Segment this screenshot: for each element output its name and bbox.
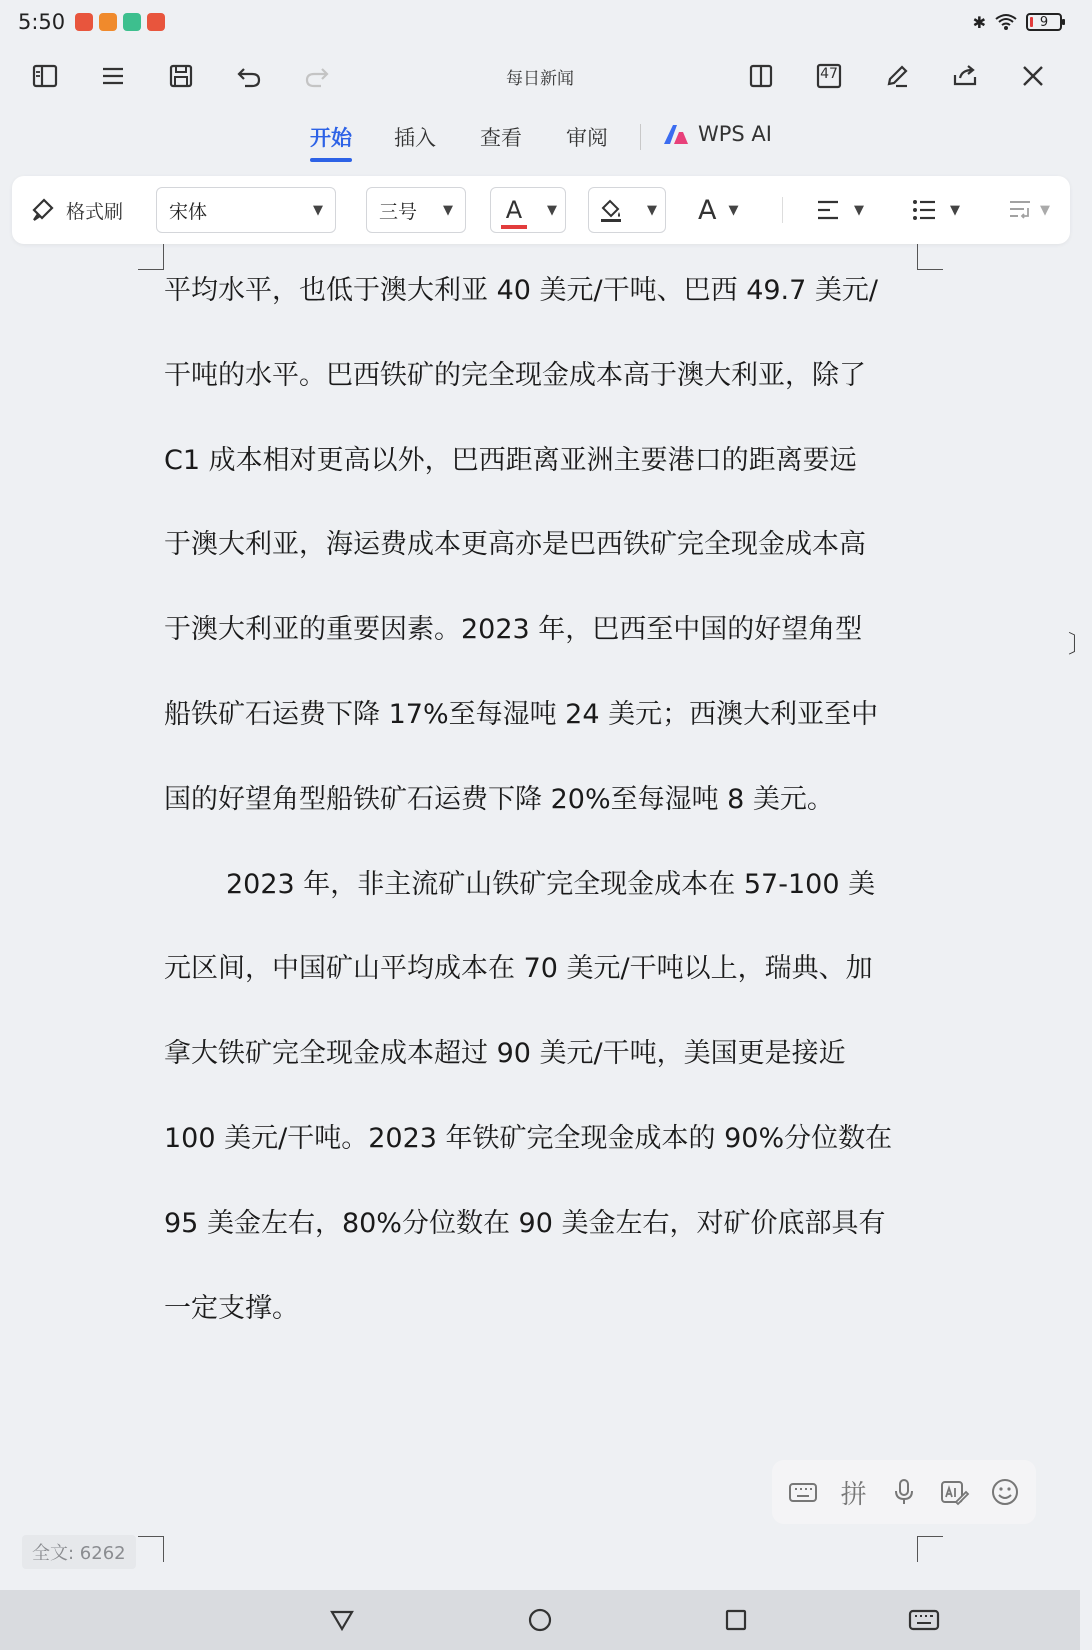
list-button[interactable] — [910, 187, 960, 233]
align-left-icon — [814, 196, 842, 224]
square-recents-icon — [721, 1605, 751, 1635]
paragraph-spacing-button[interactable] — [1006, 187, 1050, 233]
tab-home[interactable]: 开始 — [310, 122, 352, 152]
chevron-down-icon: ▼ — [647, 202, 657, 218]
close-icon[interactable] — [1010, 53, 1056, 99]
circle-home-icon — [525, 1605, 555, 1635]
notification-icon — [99, 13, 117, 31]
text-line: 元区间，中国矿山平均成本在 70 美元/干吨以上，瑞典、加 — [164, 953, 873, 985]
emoji-icon[interactable] — [983, 1470, 1027, 1514]
text-line: 国的好望角型船铁矿石运费下降 20%至每湿吨 8 美元。 — [164, 783, 834, 815]
fill-color-button[interactable] — [588, 187, 666, 233]
text-line: C1 成本相对更高以外，巴西距离亚洲主要港口的距离要远 — [164, 444, 857, 476]
undo-icon[interactable] — [226, 53, 272, 99]
font-name-value: 宋体 — [169, 200, 208, 223]
menu-icon[interactable] — [90, 53, 136, 99]
triangle-back-icon — [327, 1605, 357, 1635]
wps-ai-icon — [662, 122, 690, 146]
battery-icon — [1026, 13, 1062, 31]
font-style-icon: A — [698, 194, 717, 226]
text-line: 平均水平，也低于澳大利亚 40 美元/干吨、巴西 49.7 美元/ — [164, 275, 878, 306]
tab-wps-ai-label: WPS AI — [698, 122, 772, 146]
font-size-dropdown[interactable] — [366, 187, 466, 233]
chevron-down-icon: ▼ — [854, 202, 864, 218]
tab-view[interactable]: 查看 — [480, 126, 522, 150]
keyboard-icon — [908, 1605, 940, 1635]
ai-writing-icon[interactable] — [932, 1470, 976, 1514]
title-bar — [0, 50, 1080, 102]
font-color-icon: A — [499, 197, 529, 223]
text-line: 100 美元/干吨。2023 年铁矿完全现金成本的 90%分位数在 — [164, 1122, 893, 1154]
battery-level: 9 — [1039, 14, 1049, 30]
edit-pen-icon[interactable] — [874, 53, 920, 99]
page-corner-top-left — [138, 244, 164, 270]
document-title: 每日新闻 — [506, 69, 574, 89]
status-bar — [0, 0, 1080, 44]
format-toolbar — [12, 176, 1070, 244]
text-line: 95 美金左右，80%分位数在 90 美金左右，对矿价底部具有 — [164, 1207, 886, 1239]
chevron-down-icon: ▼ — [443, 202, 453, 218]
save-icon[interactable] — [158, 53, 204, 99]
fill-color-wrap — [588, 187, 666, 233]
font-color-button[interactable] — [490, 187, 566, 233]
tab-insert[interactable]: 插入 — [394, 126, 436, 150]
page-corner-top-right — [917, 244, 943, 270]
bluetooth-icon: ✱ — [972, 12, 986, 32]
tab-review[interactable]: 审阅 — [566, 126, 608, 150]
ime-toolbar — [772, 1460, 1036, 1524]
keyboard-toggle-button[interactable] — [900, 1602, 948, 1638]
paint-bucket-icon — [597, 196, 625, 224]
system-nav-bar — [0, 1590, 1080, 1650]
chevron-down-icon: ▼ — [547, 202, 557, 218]
toolbar-separator — [782, 197, 783, 223]
redo-icon[interactable] — [294, 53, 340, 99]
chevron-down-icon: ▼ — [313, 202, 323, 218]
font-name-dropdown[interactable] — [156, 187, 336, 233]
format-brush-button[interactable] — [30, 187, 123, 233]
word-count-badge[interactable]: 全文: 6262 — [22, 1535, 136, 1569]
font-color-wrap — [490, 187, 566, 233]
text-line: 干吨的水平。巴西铁矿的完全现金成本高于澳大利亚，除了 — [164, 359, 866, 391]
ribbon-tabs — [0, 112, 1080, 168]
keyboard-icon[interactable] — [781, 1470, 825, 1514]
format-brush-label: 格式刷 — [66, 200, 124, 223]
notification-icon — [147, 13, 165, 31]
microphone-icon[interactable] — [882, 1470, 926, 1514]
pinyin-button[interactable]: 拼 — [840, 1479, 867, 1510]
font-name-wrap — [156, 187, 336, 233]
text-line: 于澳大利亚的重要因素。2023 年，巴西至中国的好望角型 — [164, 614, 863, 646]
page-corner-bottom-left — [138, 1536, 164, 1562]
text-line: 2023 年，非主流矿山铁矿完全现金成本在 57-100 美 — [226, 868, 876, 900]
format-brush-icon — [30, 196, 58, 224]
tab-separator — [640, 124, 641, 150]
chevron-down-icon: ▼ — [950, 202, 960, 218]
text-line: 于澳大利亚，海运费成本更高亦是巴西铁矿完全现金成本高 — [164, 529, 866, 561]
font-size-wrap — [366, 187, 466, 233]
bullet-list-icon — [910, 196, 938, 224]
back-nav-button[interactable] — [322, 1602, 362, 1638]
align-button[interactable] — [814, 187, 864, 233]
scroll-handle-icon[interactable]: 〕 — [1068, 630, 1092, 658]
split-view-icon[interactable] — [738, 53, 784, 99]
wifi-icon — [994, 13, 1018, 31]
document-page[interactable] — [0, 244, 1092, 1592]
outline-icon[interactable] — [22, 53, 68, 99]
recents-nav-button[interactable] — [716, 1602, 756, 1638]
tab-wps-ai[interactable] — [662, 122, 772, 146]
paragraph-spacing-icon — [1006, 196, 1034, 224]
page-corner-bottom-right — [917, 1536, 943, 1562]
font-size-value: 三号 — [379, 200, 418, 223]
chevron-down-icon: ▼ — [728, 202, 739, 218]
page-count-value: 47 — [820, 66, 838, 82]
status-time: 5:50 — [18, 10, 66, 34]
font-style-button[interactable] — [698, 187, 738, 233]
text-line: 船铁矿石运费下降 17%至每湿吨 24 美元；西澳大利亚至中 — [164, 698, 879, 730]
chevron-down-icon: ▼ — [1040, 202, 1050, 218]
share-icon[interactable] — [942, 53, 988, 99]
document-body[interactable] — [164, 274, 914, 1376]
home-nav-button[interactable] — [520, 1602, 560, 1638]
page-count-button[interactable] — [806, 53, 852, 99]
notification-icon — [123, 13, 141, 31]
text-line: 拿大铁矿完全现金成本超过 90 美元/干吨，美国更是接近 — [164, 1038, 846, 1070]
text-line: 一定支撑。 — [164, 1292, 299, 1324]
notification-icon — [75, 13, 93, 31]
